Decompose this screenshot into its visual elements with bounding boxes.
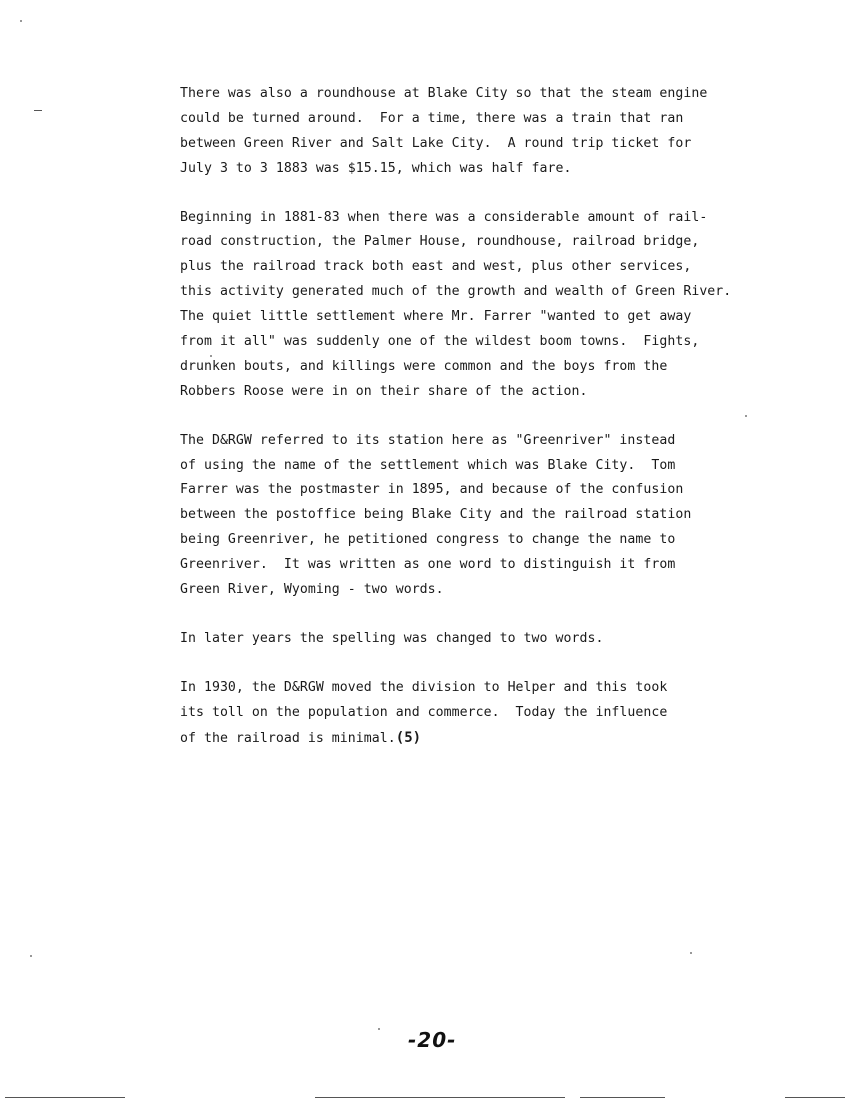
scan-edge-line xyxy=(785,1097,845,1098)
text-line: of the railroad is minimal. xyxy=(180,730,396,746)
text-line: In later years the spelling was changed to two words. xyxy=(180,630,604,646)
scan-speck xyxy=(210,355,212,357)
text-line: between the postoffice being Blake City and the railroad station xyxy=(180,507,692,523)
text-line: road construction, the Palmer House, roundhouse, railroad bridge, xyxy=(180,234,700,250)
paragraph-spelling xyxy=(180,627,780,652)
scan-mark xyxy=(34,110,42,111)
text-line: July 3 to 3 1883 was $15.15, which was half fare. xyxy=(180,160,572,176)
paragraph-boom-town xyxy=(180,206,780,405)
text-line: The quiet little settlement where Mr. Farrer "wanted to get away xyxy=(180,309,692,325)
text-line: In 1930, the D&RGW moved the division to Helper and this took xyxy=(180,679,668,695)
text-line: of using the name of the settlement which was Blake City. Tom xyxy=(180,457,676,473)
paragraph-division-move xyxy=(180,676,780,751)
scan-edge-line xyxy=(5,1097,125,1098)
text-line: this activity generated much of the growth and wealth of Green River. xyxy=(180,284,732,300)
scan-speck xyxy=(20,20,22,22)
scan-speck xyxy=(30,955,32,957)
text-line: between Green River and Salt Lake City. A round trip ticket for xyxy=(180,135,692,151)
body-text xyxy=(180,82,780,774)
footnote-reference: (5) xyxy=(395,729,422,746)
text-line: The D&RGW referred to its station here as "Greenriver" instead xyxy=(180,432,676,448)
text-line: Farrer was the postmaster in 1895, and because of the confusion xyxy=(180,482,684,498)
text-line: being Greenriver, he petitioned congress to change the name to xyxy=(180,532,676,548)
text-line: Robbers Roose were in on their share of the action. xyxy=(180,383,588,399)
scan-speck xyxy=(378,1028,380,1030)
text-line: There was also a roundhouse at Blake City so that the steam engine xyxy=(180,86,708,101)
text-line: drunken bouts, and killings were common and the boys from the xyxy=(180,358,668,374)
scan-edge-line xyxy=(315,1097,565,1098)
text-line: could be turned around. For a time, there was a train that ran xyxy=(180,110,684,126)
text-line: Green River, Wyoming - two words. xyxy=(180,582,444,598)
text-line: Beginning in 1881-83 when there was a considerable amount of rail- xyxy=(180,209,708,225)
text-line-with-reference xyxy=(180,726,780,751)
page-number: -20- xyxy=(408,1028,457,1052)
paragraph-station-name xyxy=(180,429,780,603)
text-line: its toll on the population and commerce. Today the influence xyxy=(180,704,668,720)
scan-edge-line xyxy=(580,1097,665,1098)
text-line: plus the railroad track both east and west, plus other services, xyxy=(180,259,692,275)
text-line: from it all" was suddenly one of the wildest boom towns. Fights, xyxy=(180,334,700,350)
paragraph-roundhouse xyxy=(180,82,780,182)
scan-speck xyxy=(690,952,692,954)
scan-speck xyxy=(745,415,747,417)
text-line: Greenriver. It was written as one word to distinguish it from xyxy=(180,557,676,573)
